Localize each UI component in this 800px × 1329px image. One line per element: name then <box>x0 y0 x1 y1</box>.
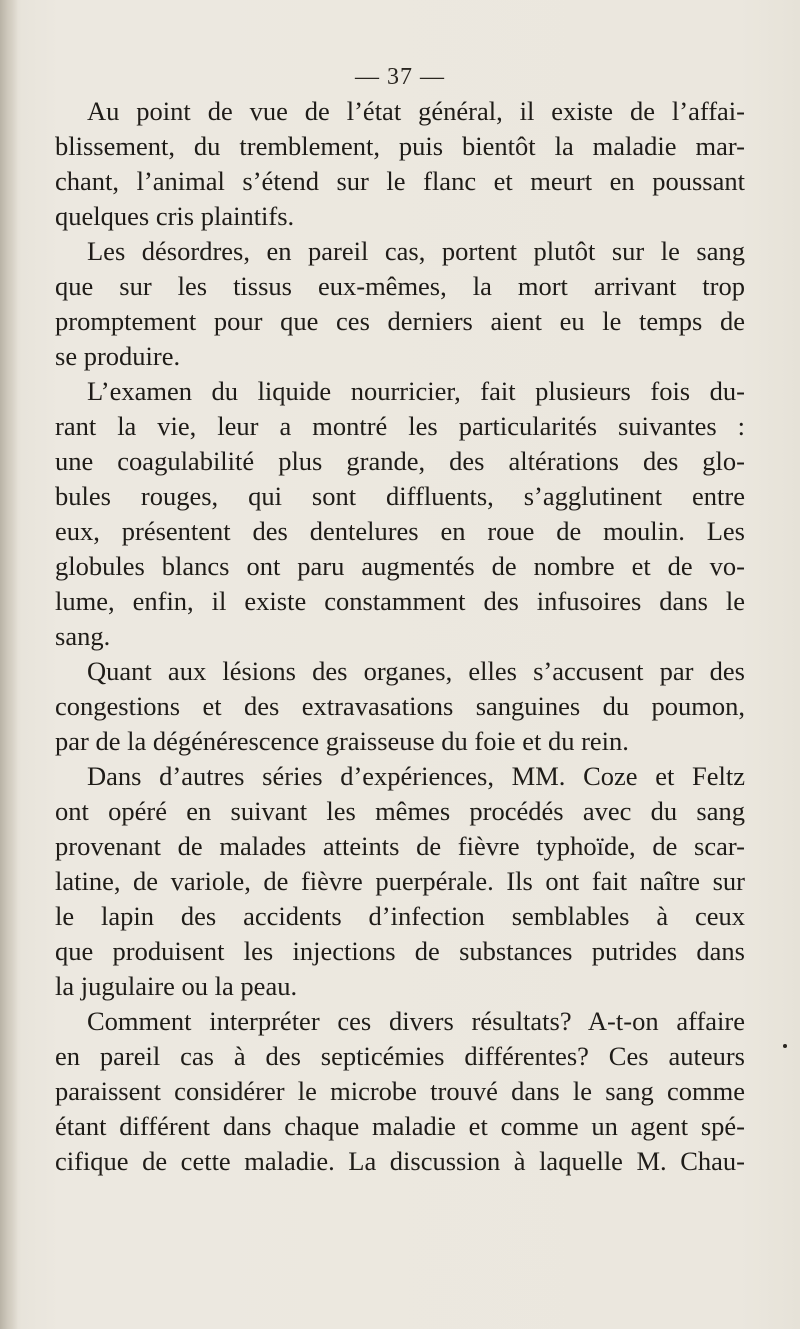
text-line: eux, présentent des dentelures en roue de moulin. Les <box>55 516 745 546</box>
text-line: la jugulaire ou la peau. <box>55 971 298 1001</box>
ink-speck <box>783 1044 787 1048</box>
text-line: Quant aux lésions des organes, elles s’accusent par des <box>87 656 745 686</box>
text-line: rant la vie, leur a montré les particularités suivantes : <box>55 411 745 441</box>
body-text <box>55 94 745 1179</box>
text-line: blissement, du tremblement, puis bientôt la maladie mar- <box>55 131 745 161</box>
text-line: que produisent les injections de substances putrides dans <box>55 936 745 966</box>
text-line: Les désordres, en pareil cas, portent plutôt sur le sang <box>87 236 745 266</box>
text-line: congestions et des extravasations sanguines du poumon, <box>55 691 745 721</box>
text-line: Comment interpréter ces divers résultats? A-t-on affaire <box>87 1006 745 1036</box>
binding-shadow <box>0 0 18 1329</box>
text-line: par de la dégénérescence graisseuse du foie et du rein. <box>55 726 629 756</box>
page-number: — 37 — <box>355 64 445 90</box>
text-line: Au point de vue de l’état général, il existe de l’affai- <box>87 96 745 126</box>
text-line: se produire. <box>55 341 181 371</box>
text-line: cifique de cette maladie. La discussion à laquelle M. Chau- <box>55 1146 745 1176</box>
text-line: provenant de malades atteints de fièvre typhoïde, de scar- <box>55 831 745 861</box>
text-line: Dans d’autres séries d’expériences, MM. Coze et Feltz <box>87 761 745 791</box>
text-line: bules rouges, qui sont diffluents, s’agglutinent entre <box>55 481 745 511</box>
text-line: que sur les tissus eux-mêmes, la mort arrivant trop <box>55 271 745 301</box>
text-line: promptement pour que ces derniers aient eu le temps de <box>55 306 745 336</box>
text-line: lume, enfin, il existe constamment des infusoires dans le <box>55 586 745 616</box>
text-line: paraissent considérer le microbe trouvé dans le sang comme <box>55 1076 745 1106</box>
text-line: étant différent dans chaque maladie et comme un agent spé- <box>55 1111 745 1141</box>
text-line: L’examen du liquide nourricier, fait plusieurs fois du- <box>87 376 745 406</box>
text-line: ont opéré en suivant les mêmes procédés avec du sang <box>55 796 745 826</box>
text-line: une coagulabilité plus grande, des altérations des glo- <box>55 446 745 476</box>
text-line: sang. <box>55 621 111 651</box>
text-line: globules blancs ont paru augmentés de nombre et de vo- <box>55 551 745 581</box>
text-line: en pareil cas à des septicémies différentes? Ces auteurs <box>55 1041 745 1071</box>
text-line: le lapin des accidents d’infection semblables à ceux <box>55 901 745 931</box>
text-line: chant, l’animal s’étend sur le flanc et meurt en poussant <box>55 166 745 196</box>
text-line: latine, de variole, de fièvre puerpérale. Ils ont fait naître sur <box>55 866 745 896</box>
text-line: quelques cris plaintifs. <box>55 201 295 231</box>
